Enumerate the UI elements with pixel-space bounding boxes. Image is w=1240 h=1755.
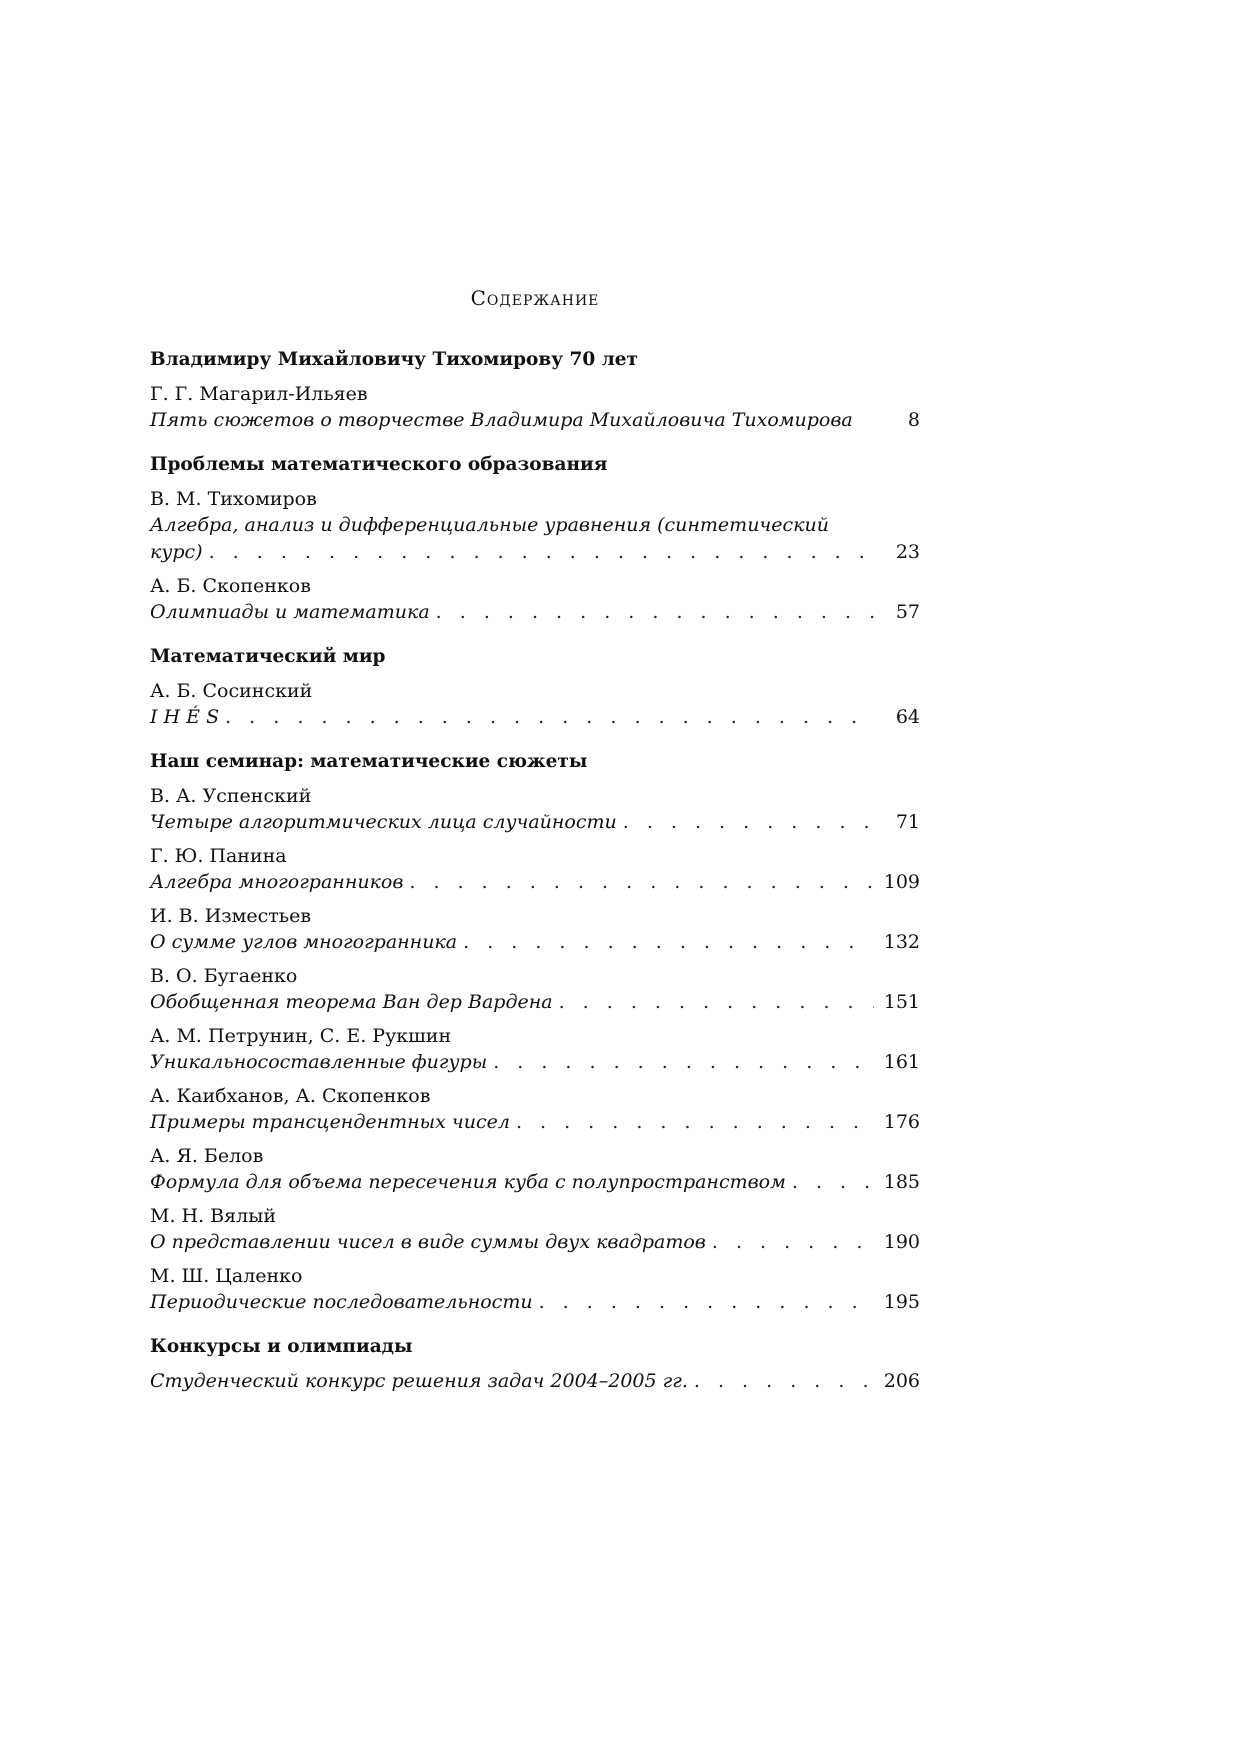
toc-entry	[150, 1368, 920, 1395]
entry-author: И. В. Изместьев	[150, 905, 312, 927]
table-of-contents	[150, 348, 920, 1414]
entry-title: Формула для объема пересечения куба с полупространством	[150, 1171, 786, 1193]
entry-author: Г. Г. Магарил-Ильяев	[150, 383, 368, 405]
toc-entry	[150, 963, 920, 1016]
toc-entry	[150, 1263, 920, 1316]
entry-author: В. М. Тихомиров	[150, 488, 317, 510]
entry-author: А. Б. Сосинский	[150, 680, 313, 702]
entry-title: Уникальносоставленные фигуры	[150, 1051, 488, 1073]
section-heading: Наш семинар: математические сюжеты	[150, 751, 588, 772]
dot-leader	[516, 1109, 874, 1136]
page-number: 206	[883, 1370, 920, 1392]
toc-section	[150, 645, 920, 731]
toc-section	[150, 453, 920, 626]
entry-line[interactable]	[150, 1229, 920, 1256]
dot-leader	[694, 1368, 874, 1395]
entry-author: М. Ш. Цаленко	[150, 1265, 303, 1287]
page-number: 185	[883, 1171, 920, 1193]
entry-title: Пять сюжетов о творчестве Владимира Михайловича Тихомирова	[150, 409, 853, 431]
entry-author: В. А. Успенский	[150, 785, 312, 807]
entry-line[interactable]	[150, 809, 920, 836]
entry-title: Студенческий конкурс решения задач 2004–2005 гг.	[150, 1370, 688, 1392]
toc-entry	[150, 678, 920, 731]
section-heading: Проблемы математического образования	[150, 454, 608, 475]
entry-line[interactable]	[150, 869, 920, 896]
page-number: 109	[883, 871, 920, 893]
page-title: Содержание	[470, 286, 600, 310]
entry-line[interactable]	[150, 407, 920, 434]
toc-entry	[150, 1143, 920, 1196]
dot-leader	[623, 809, 874, 836]
page-number: 161	[883, 1051, 920, 1073]
page-number: 176	[883, 1111, 920, 1133]
toc-entry	[150, 573, 920, 626]
entry-title: Обобщенная теорема Ван дер Вардена	[150, 991, 553, 1013]
entry-author: В. О. Бугаенко	[150, 965, 298, 987]
page-number: 64	[895, 706, 920, 728]
dot-leader	[539, 1289, 874, 1316]
entry-title: Примеры трансцендентных чисел	[150, 1111, 510, 1133]
entry-title: О сумме углов многогранника	[150, 931, 458, 953]
page-number: 57	[895, 601, 920, 623]
entry-line[interactable]	[150, 1289, 920, 1316]
dot-leader	[409, 869, 874, 896]
entry-title: Четыре алгоритмических лица случайности	[150, 811, 617, 833]
dot-leader	[436, 599, 874, 626]
page-number: 151	[883, 991, 920, 1013]
entry-title-line1[interactable]: Алгебра, анализ и дифференциальные уравнения (синтетический	[150, 514, 829, 536]
dot-leader	[463, 929, 874, 956]
toc-section	[150, 1335, 920, 1395]
entry-title: О представлении чисел в виде суммы двух квадратов	[150, 1231, 706, 1253]
entry-line[interactable]	[150, 1049, 920, 1076]
entry-author: Г. Ю. Панина	[150, 845, 287, 867]
section-heading: Математический мир	[150, 646, 386, 667]
toc-entry	[150, 1023, 920, 1076]
dot-leader	[225, 704, 874, 731]
entry-line[interactable]	[150, 704, 920, 731]
dot-leader	[712, 1229, 874, 1256]
toc-entry	[150, 486, 920, 566]
dot-leader	[792, 1169, 874, 1196]
section-heading: Владимиру Михайловичу Тихомирову 70 лет	[150, 349, 638, 370]
entry-title: Периодические последовательности	[150, 1291, 533, 1313]
page-number: 8	[907, 409, 920, 431]
toc-entry	[150, 1203, 920, 1256]
entry-author: А. Я. Белов	[150, 1145, 264, 1167]
toc-entry	[150, 783, 920, 836]
toc-entry	[150, 843, 920, 896]
toc-section	[150, 750, 920, 1316]
entry-line[interactable]	[150, 1169, 920, 1196]
section-heading: Конкурсы и олимпиады	[150, 1336, 413, 1357]
page-number: 132	[883, 931, 920, 953]
page-number: 190	[883, 1231, 920, 1253]
entry-line[interactable]	[150, 539, 920, 566]
entry-line[interactable]	[150, 989, 920, 1016]
toc-entry	[150, 903, 920, 956]
toc-entry	[150, 381, 920, 434]
dot-leader	[493, 1049, 874, 1076]
entry-title: Олимпиады и математика	[150, 601, 430, 623]
entry-line[interactable]	[150, 929, 920, 956]
dot-leader	[209, 539, 874, 566]
page-number: 195	[883, 1291, 920, 1313]
entry-line[interactable]	[150, 1368, 920, 1395]
entry-line[interactable]	[150, 599, 920, 626]
page-number: 71	[895, 811, 920, 833]
entry-author: А. Б. Скопенков	[150, 575, 311, 597]
entry-line[interactable]	[150, 1109, 920, 1136]
dot-leader	[559, 989, 874, 1016]
page-number: 23	[895, 541, 920, 563]
toc-entry	[150, 1083, 920, 1136]
entry-author: А. М. Петрунин, С. Е. Рукшин	[150, 1025, 452, 1047]
toc-section	[150, 348, 920, 434]
entry-title-line2: курс)	[150, 541, 203, 563]
entry-author: М. Н. Вялый	[150, 1205, 276, 1227]
entry-title: Алгебра многогранников	[150, 871, 404, 893]
entry-author: А. Каибханов, А. Скопенков	[150, 1085, 431, 1107]
entry-title: I H É S	[150, 706, 220, 728]
